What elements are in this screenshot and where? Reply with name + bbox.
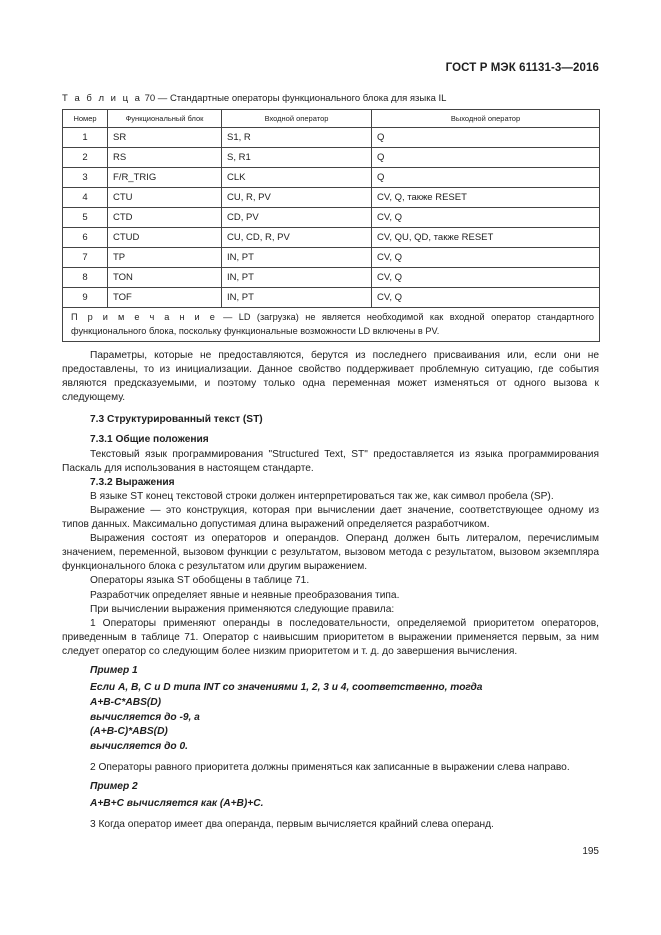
subsection-heading: 7.3.2 Выражения (90, 476, 175, 488)
paragraph: В языке ST конец текстовой строки должен интерпретироваться так же, как символ пробела (SP). (90, 490, 554, 502)
cell-number: 6 (63, 228, 108, 248)
document-id: ГОСТ Р МЭК 61131-3—2016 (445, 62, 599, 74)
cell-input-operator: S1, R (222, 128, 372, 148)
cell-output-operator: Q (372, 128, 600, 148)
example-line: A+B+C вычисляется как (A+B)+C. (90, 798, 264, 810)
paragraph: 1 Операторы применяют операнды в последовательности, определяемой приоритетом операторов, приведенным в таблице 71. Оператор с наивысшим приоритетом в выражении применяется первым, за ним следует оператор со следующим более низким приоритетом и т. д. до завершения вычисления. (62, 617, 599, 657)
paragraph: Разработчик определяет явные и неявные преобразования типа. (90, 589, 400, 601)
cell-output-operator: CV, QU, QD, также RESET (372, 228, 600, 248)
cell-output-operator: Q (372, 148, 600, 168)
table-header-row (63, 110, 600, 128)
cell-number: 5 (63, 208, 108, 228)
section-heading: 7.3 Структурированный текст (ST) (90, 414, 263, 426)
example-line: Если A, B, C и D типа INT со значениями 1, 2, 3 и 4, соответственно, тогда (90, 682, 483, 694)
example-title: Пример 1 (90, 664, 138, 676)
table-row (63, 228, 600, 248)
page-number: 195 (582, 846, 599, 857)
table-note-row (63, 308, 600, 342)
cell-number: 4 (63, 188, 108, 208)
example-line: (A+B-C)*ABS(D) (90, 726, 168, 738)
cell-function-block: TON (108, 268, 222, 288)
cell-function-block: TOF (108, 288, 222, 308)
subsection-heading: 7.3.1 Общие положения (90, 434, 209, 446)
paragraph: 3 Когда оператор имеет два операнда, первым вычисляется крайний слева операнд. (90, 819, 494, 831)
column-header: Выходной оператор (372, 110, 600, 128)
cell-input-operator: IN, PT (222, 288, 372, 308)
cell-input-operator: IN, PT (222, 268, 372, 288)
table-note (63, 308, 600, 342)
table-row (63, 188, 600, 208)
example-title: Пример 2 (90, 781, 138, 793)
cell-function-block: F/R_TRIG (108, 168, 222, 188)
cell-number: 1 (63, 128, 108, 148)
column-header: Номер (63, 110, 108, 128)
cell-function-block: CTUD (108, 228, 222, 248)
table-row (63, 148, 600, 168)
cell-number: 3 (63, 168, 108, 188)
table-row (63, 168, 600, 188)
cell-function-block: CTU (108, 188, 222, 208)
paragraph: Выражения состоят из операторов и операндов. Операнд должен быть литералом, перечислимым значением, переменной, вызовом функции с результатом, вызовом метода с результатом, вызовом экземпляра функционального блока с результатом или другим выражением. (62, 533, 599, 573)
cell-function-block: SR (108, 128, 222, 148)
operators-table (62, 109, 600, 342)
table-row (63, 268, 600, 288)
body-text (62, 349, 599, 832)
table-caption-text: 70 — Стандартные операторы функционального блока для языка IL (144, 93, 447, 104)
cell-input-operator: CU, R, PV (222, 188, 372, 208)
example-block (62, 681, 599, 755)
table-row (63, 208, 600, 228)
cell-function-block: CTD (108, 208, 222, 228)
cell-input-operator: CLK (222, 168, 372, 188)
example-line: вычисляется до -9, а (90, 711, 200, 723)
table-row (63, 288, 600, 308)
paragraph: Выражение — это конструкция, которая при вычислении дает значение, соответствующее одному из типов данных. Максимально допустимая длина выражений определяется разработчиком. (62, 504, 599, 531)
cell-output-operator: CV, Q (372, 208, 600, 228)
cell-input-operator: S, R1 (222, 148, 372, 168)
cell-number: 9 (63, 288, 108, 308)
cell-function-block: TP (108, 248, 222, 268)
example-line: A+B-C*ABS(D) (90, 696, 162, 708)
cell-input-operator: IN, PT (222, 248, 372, 268)
table-caption (62, 93, 446, 104)
column-header: Функциональный блок (108, 110, 222, 128)
paragraph: 2 Операторы равного приоритета должны применяться как записанные в выражении слева направо. (90, 762, 570, 774)
cell-output-operator: CV, Q (372, 248, 600, 268)
cell-output-operator: CV, Q (372, 268, 600, 288)
cell-number: 8 (63, 268, 108, 288)
paragraph: При вычислении выражения применяются следующие правила: (90, 603, 395, 615)
cell-function-block: RS (108, 148, 222, 168)
cell-output-operator: CV, Q (372, 288, 600, 308)
table-note-text: — LD (загрузка) не является необходимой как входной оператор стандартного функционального блока, поскольку функциональные возможности LD включены в PV. (71, 312, 594, 336)
cell-input-operator: CU, CD, R, PV (222, 228, 372, 248)
cell-output-operator: CV, Q, также RESET (372, 188, 600, 208)
table-note-label: П р и м е ч а н и е (71, 312, 217, 322)
example-line: вычисляется до 0. (90, 741, 188, 753)
table-row (63, 248, 600, 268)
paragraph: Текстовый язык программирования "Structured Text, ST" предоставляется из языка программирования Паскаль для использования в настоящем стандарте. (62, 448, 599, 474)
column-header: Входной оператор (222, 110, 372, 128)
cell-output-operator: Q (372, 168, 600, 188)
table-row (63, 128, 600, 148)
cell-number: 2 (63, 148, 108, 168)
cell-input-operator: CD, PV (222, 208, 372, 228)
cell-number: 7 (63, 248, 108, 268)
table-caption-label: Т а б л и ц а (62, 93, 142, 104)
paragraph: Параметры, которые не предоставляются, берутся из последнего присваивания или, если они не предоставлены, то из инициализации. Данное свойство поддерживает проблемную ситуацию, где события являются предсказуемыми, и поэтому только одна переменная может изменяться от одного вызова к следующему. (62, 350, 599, 404)
paragraph: Операторы языка ST обобщены в таблице 71. (90, 575, 310, 587)
